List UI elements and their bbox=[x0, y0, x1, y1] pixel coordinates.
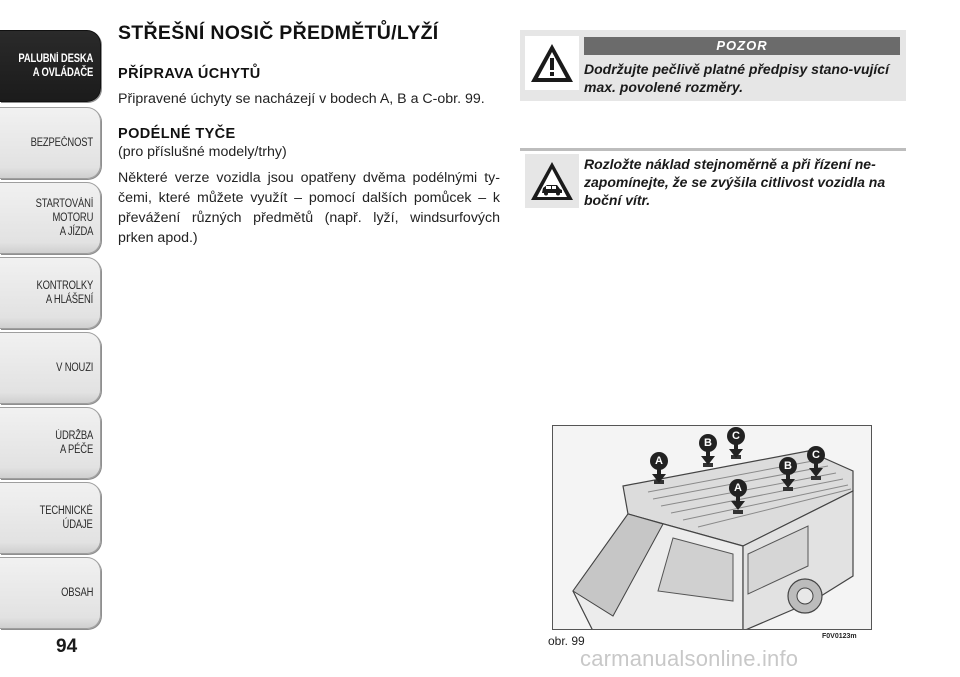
marker-b-right bbox=[777, 457, 799, 493]
marker-label: C bbox=[732, 430, 740, 442]
watermark: carmanualsonline.info bbox=[580, 646, 799, 671]
warning-text-pozor: Dodržujte pečlivě platné předpisy stano-vující max. povolené rozměry. bbox=[584, 61, 889, 95]
warning-triangle-icon bbox=[525, 36, 579, 90]
marker-c-right bbox=[805, 446, 827, 482]
marker-label: C bbox=[812, 449, 820, 461]
marker-label: B bbox=[784, 460, 792, 472]
main-column bbox=[118, 22, 500, 248]
tab-kontrolky[interactable] bbox=[0, 257, 101, 329]
section-heading-podelne: PODÉLNÉ TYČE bbox=[118, 126, 236, 142]
tab-technicke-udaje[interactable] bbox=[0, 482, 101, 554]
page-number: 94 bbox=[56, 636, 78, 657]
warning-text-driving: Rozložte náklad stejnoměrně a při řízení ne-zapomínejte, že se zvýšila citlivost vozidla na boční vítr. bbox=[584, 156, 886, 208]
section-subheading-podelne: (pro příslušné modely/trhy) bbox=[118, 144, 287, 160]
tab-startovani[interactable] bbox=[0, 182, 101, 254]
tab-label: KONTROLKY A HLÁŠENÍ bbox=[36, 280, 93, 306]
marker-label: A bbox=[734, 482, 742, 494]
marker-a-left bbox=[648, 452, 670, 488]
tab-label: V NOUZI bbox=[55, 362, 93, 374]
figure-roof-attachments bbox=[552, 425, 872, 630]
section-heading-priprava: PŘÍPRAVA ÚCHYTŮ bbox=[118, 66, 261, 82]
section-text-priprava: Připravené úchyty se nacházejí v bodech A, B a C-obr. 99. bbox=[118, 91, 485, 107]
warning-box-pozor bbox=[520, 30, 906, 101]
page-title: STŘEŠNÍ NOSIČ PŘEDMĚTŮ/LYŽÍ bbox=[118, 22, 439, 44]
figure-code: F0V0123m bbox=[822, 633, 857, 640]
pozor-label: POZOR bbox=[584, 37, 900, 55]
marker-label: B bbox=[704, 437, 712, 449]
marker-label: A bbox=[655, 455, 663, 467]
marker-b-left bbox=[697, 434, 719, 470]
tab-label: ÚDRŽBA A PÉČE bbox=[55, 430, 93, 456]
tab-label: STARTOVÁNÍ MOTORU A JÍZDA bbox=[35, 198, 93, 238]
section-text-podelne: Některé verze vozidla jsou opatřeny dvěma podélnými ty-čemi, které můžete využít – pomocí dalších pomůcek – k převážení různých předmětů (např. lyží, windsurfových prken apod.) bbox=[118, 170, 500, 246]
marker-c-left bbox=[725, 427, 747, 463]
tab-label: TECHNICKÉ ÚDAJE bbox=[39, 505, 93, 531]
tab-label: PALUBNÍ DESKA A OVLÁDAČE bbox=[18, 53, 93, 79]
warning-box-driving bbox=[520, 151, 906, 210]
tab-obsah[interactable] bbox=[0, 557, 101, 629]
tab-label: OBSAH bbox=[60, 587, 93, 599]
tab-bezpecnost[interactable] bbox=[0, 107, 101, 179]
figure-caption: obr. 99 bbox=[548, 634, 585, 648]
marker-a-right bbox=[727, 479, 749, 515]
crosswind-car-icon bbox=[525, 154, 579, 208]
tab-udrzba[interactable] bbox=[0, 407, 101, 479]
tab-v-nouzi[interactable] bbox=[0, 332, 101, 404]
tab-label: BEZPEČNOST bbox=[30, 137, 93, 149]
tab-palubni-deska[interactable] bbox=[0, 30, 101, 102]
